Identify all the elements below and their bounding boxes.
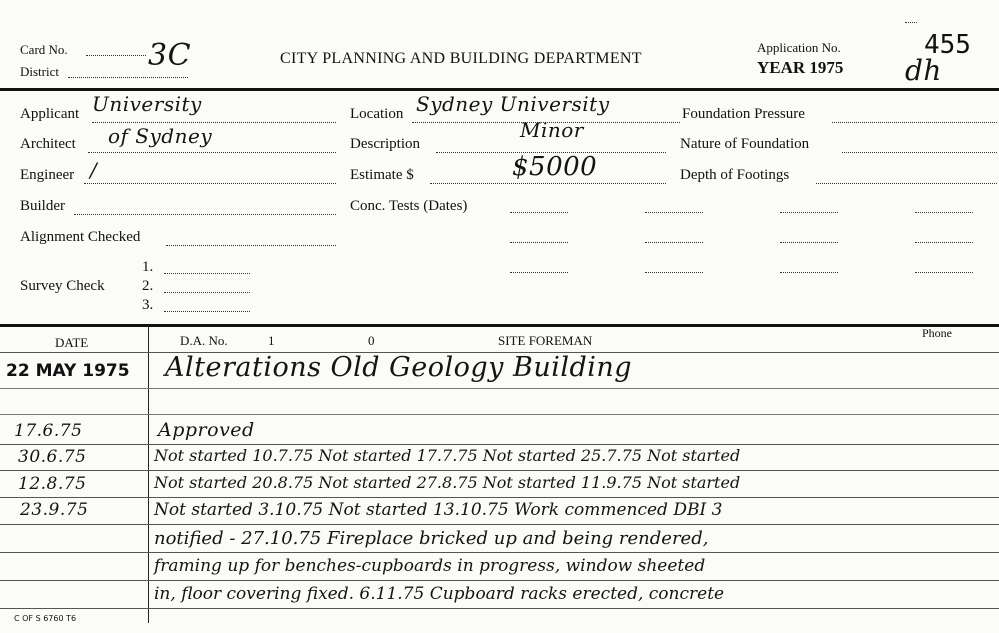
- engineer-line: [84, 183, 336, 184]
- conc-line-9: [510, 272, 568, 273]
- district-label: District: [20, 64, 59, 79]
- description-label: Description: [350, 136, 420, 152]
- location-label: Location: [350, 106, 404, 122]
- district-line: [68, 77, 188, 78]
- engineer-label: Engineer: [20, 167, 75, 183]
- card-no-label: Card No.: [20, 42, 68, 57]
- conc-line-2: [645, 212, 703, 213]
- conc-line-5: [510, 242, 568, 243]
- header-separator: [0, 88, 999, 91]
- log-row-text: notified - 27.10.75 Fireplace bricked up and being rendered,: [154, 528, 709, 549]
- log-row-date: 12.8.75: [18, 474, 87, 494]
- survey-item-1: 1.: [142, 259, 154, 275]
- log-row-date: 17.6.75: [14, 421, 83, 441]
- log-rule-6: [0, 524, 999, 525]
- depth-footings-label: Depth of Footings: [680, 167, 790, 183]
- log-rule-1: [0, 388, 999, 389]
- foundation-pressure-line: [832, 122, 997, 123]
- conc-line-3: [780, 212, 838, 213]
- phone-label: Phone: [922, 326, 952, 340]
- architect-line: [88, 152, 336, 153]
- engineer-value: /: [90, 158, 98, 182]
- log-row-text: framing up for benches-cupboards in progress, window sheeted: [154, 556, 706, 576]
- survey-line-1: [164, 273, 250, 274]
- survey-item-3: 3.: [142, 297, 154, 313]
- log-row-date: 23.9.75: [20, 500, 89, 520]
- da-value-2: 0: [368, 333, 375, 348]
- card-no-line: [86, 55, 146, 56]
- application-handwritten: dh: [905, 54, 942, 87]
- da-no-label: D.A. No.: [180, 333, 228, 348]
- conc-line-11: [780, 272, 838, 273]
- log-rule-9: [0, 608, 999, 609]
- nature-foundation-line: [842, 152, 997, 153]
- alignment-line: [166, 245, 336, 246]
- location-value: Sydney University: [416, 92, 610, 116]
- site-foreman-label: SITE FOREMAN: [498, 333, 593, 348]
- builder-label: Builder: [20, 198, 65, 214]
- conc-line-7: [780, 242, 838, 243]
- year-label: YEAR 1975: [757, 58, 844, 77]
- log-row-text: Not started 20.8.75 Not started 27.8.75 Not started 11.9.75 Not started: [154, 473, 741, 492]
- alignment-label: Alignment Checked: [20, 229, 141, 245]
- architect-value: of Sydney: [108, 124, 213, 148]
- foundation-pressure-label: Foundation Pressure: [682, 106, 805, 122]
- log-row-text: Approved: [158, 419, 255, 441]
- application-number: 455: [924, 30, 971, 60]
- estimate-value: $5000: [512, 152, 598, 182]
- applicant-line: [92, 122, 336, 123]
- survey-label: Survey Check: [20, 278, 105, 294]
- estimate-label: Estimate $: [350, 167, 414, 183]
- conc-line-8: [915, 242, 973, 243]
- log-row-text: Not started 10.7.75 Not started 17.7.75 Not started 25.7.75 Not started: [154, 446, 741, 465]
- conc-line-4: [915, 212, 973, 213]
- conc-tests-label: Conc. Tests (Dates): [350, 198, 468, 214]
- header-tick: [905, 22, 917, 23]
- log-row-text: in, floor covering fixed. 6.11.75 Cupboard racks erected, concrete: [154, 584, 725, 604]
- conc-line-12: [915, 272, 973, 273]
- nature-foundation-label: Nature of Foundation: [680, 136, 810, 152]
- date-column-divider: [148, 327, 149, 623]
- survey-line-2: [164, 292, 250, 293]
- application-no-label: Application No.: [757, 40, 841, 55]
- applicant-value: University: [92, 92, 202, 116]
- card-number-handwritten: 3C: [148, 38, 192, 73]
- depth-footings-line: [816, 183, 997, 184]
- date-header: DATE: [55, 335, 89, 350]
- survey-item-2: 2.: [142, 278, 154, 294]
- log-row-date: 30.6.75: [18, 447, 87, 467]
- description-value: Minor: [520, 118, 584, 142]
- builder-line: [74, 214, 336, 215]
- log-row-text: Not started 3.10.75 Not started 13.10.75 Work commenced DBI 3: [154, 500, 723, 520]
- survey-line-3: [164, 311, 250, 312]
- received-date-stamp: 22 MAY 1975: [6, 361, 130, 381]
- log-rule-4: [0, 470, 999, 471]
- conc-line-10: [645, 272, 703, 273]
- conc-line-1: [510, 212, 568, 213]
- applicant-label: Applicant: [20, 106, 80, 122]
- first-entry-text: Alterations Old Geology Building: [165, 352, 633, 383]
- log-rule-2: [0, 414, 999, 415]
- architect-label: Architect: [20, 136, 76, 152]
- department-title: CITY PLANNING AND BUILDING DEPARTMENT: [280, 50, 642, 67]
- log-rule-5: [0, 497, 999, 498]
- log-separator: [0, 324, 999, 327]
- form-code: C OF S 6760 T6: [14, 614, 77, 623]
- estimate-line: [430, 183, 666, 184]
- log-rule-3: [0, 444, 999, 445]
- log-rule-7: [0, 552, 999, 553]
- da-value-1: 1: [268, 333, 275, 348]
- conc-line-6: [645, 242, 703, 243]
- log-rule-8: [0, 580, 999, 581]
